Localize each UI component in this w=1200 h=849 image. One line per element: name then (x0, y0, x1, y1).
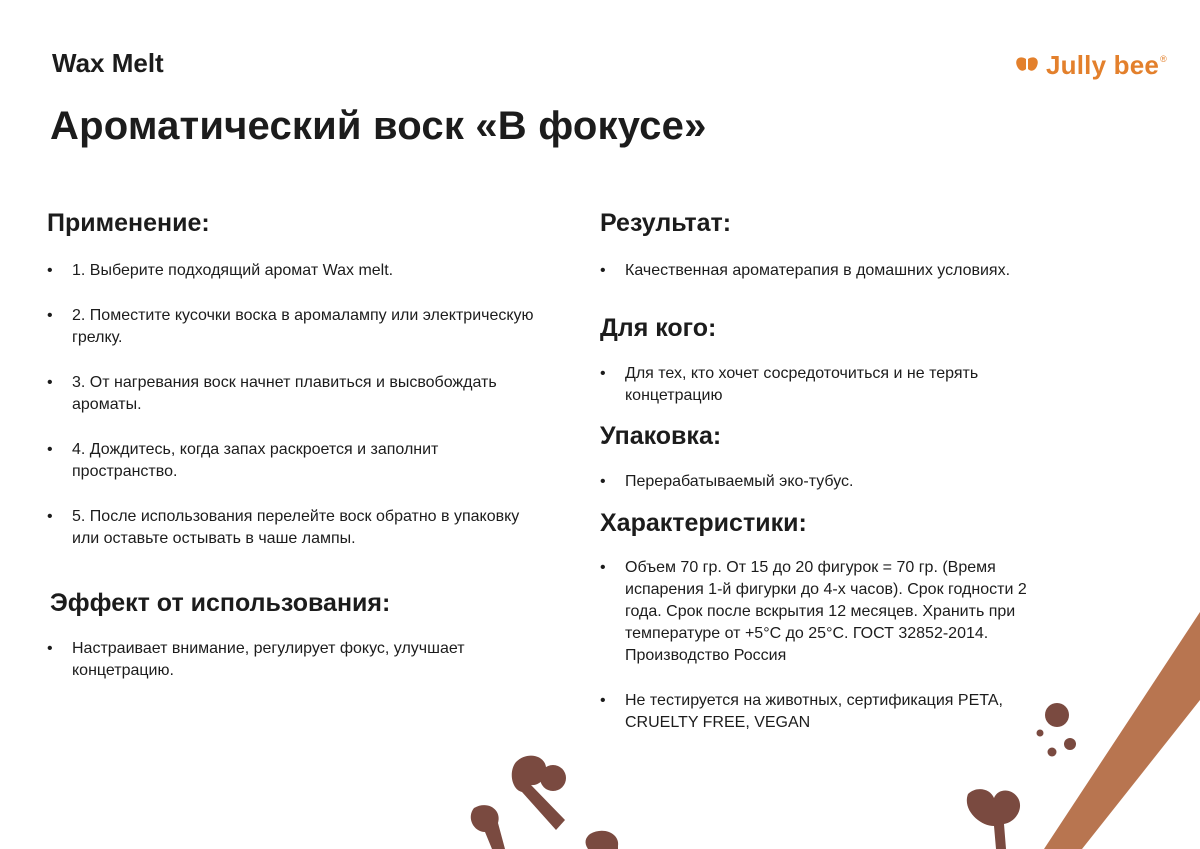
list-item: • Объем 70 гр. От 15 до 20 фигурок = 70 гр. (Время испарения 1-й фигурки до 4-х часов). Срок годности 2 года. Срок после вскрытия 12 месяцев. Хранить при температуре от +5°С до 25°С. ГОСТ 32852-2014. Производство Россия (600, 557, 1032, 667)
list-item: • 3. От нагревания воск начнет плавиться и высвобождать ароматы. (47, 372, 547, 416)
list-item: • 5. После использования перелейте воск обратно в упаковку или оставьте остывать в чаше лампы. (47, 506, 547, 550)
brand-logo (1014, 50, 1167, 81)
product-label: Wax Melt (52, 48, 164, 78)
specs-heading: Характеристики: (600, 509, 807, 537)
registered-mark: ® (1160, 54, 1167, 64)
list-item: • Настраивает внимание, регулирует фокус, улучшает концетрацию. (47, 638, 487, 682)
audience-list (600, 363, 1020, 407)
effect-heading: Эффект от использования: (50, 589, 391, 617)
page-title: Ароматический воск «В фокусе» (50, 104, 707, 148)
bee-wings-icon (1014, 55, 1040, 77)
brand-name: Jully bee (1046, 50, 1160, 80)
list-item: • Перерабатываемый эко-тубус. (600, 471, 1040, 493)
list-item: • 4. Дождитесь, когда запах раскроется и заполнит пространство. (47, 439, 547, 483)
result-list (600, 260, 1040, 282)
diagonal-stripe (1044, 612, 1200, 849)
usage-heading: Применение: (47, 209, 210, 237)
specs-list (600, 557, 1032, 734)
audience-heading: Для кого: (600, 314, 717, 342)
usage-list (47, 260, 547, 573)
packaging-list (600, 471, 1040, 493)
effect-list (47, 638, 487, 682)
packaging-heading: Упаковка: (600, 422, 722, 450)
list-item: • 2. Поместите кусочки воска в аромалампу или электрическую грелку. (47, 305, 547, 349)
result-heading: Результат: (600, 209, 732, 237)
list-item: • 1. Выберите подходящий аромат Wax melt. (47, 260, 547, 282)
list-item: • Для тех, кто хочет сосредоточиться и не терять концетрацию (600, 363, 1020, 407)
list-item: • Качественная ароматерапия в домашних условиях. (600, 260, 1040, 282)
list-item: • Не тестируется на животных, сертификация PETA, CRUELTY FREE, VEGAN (600, 690, 1032, 734)
